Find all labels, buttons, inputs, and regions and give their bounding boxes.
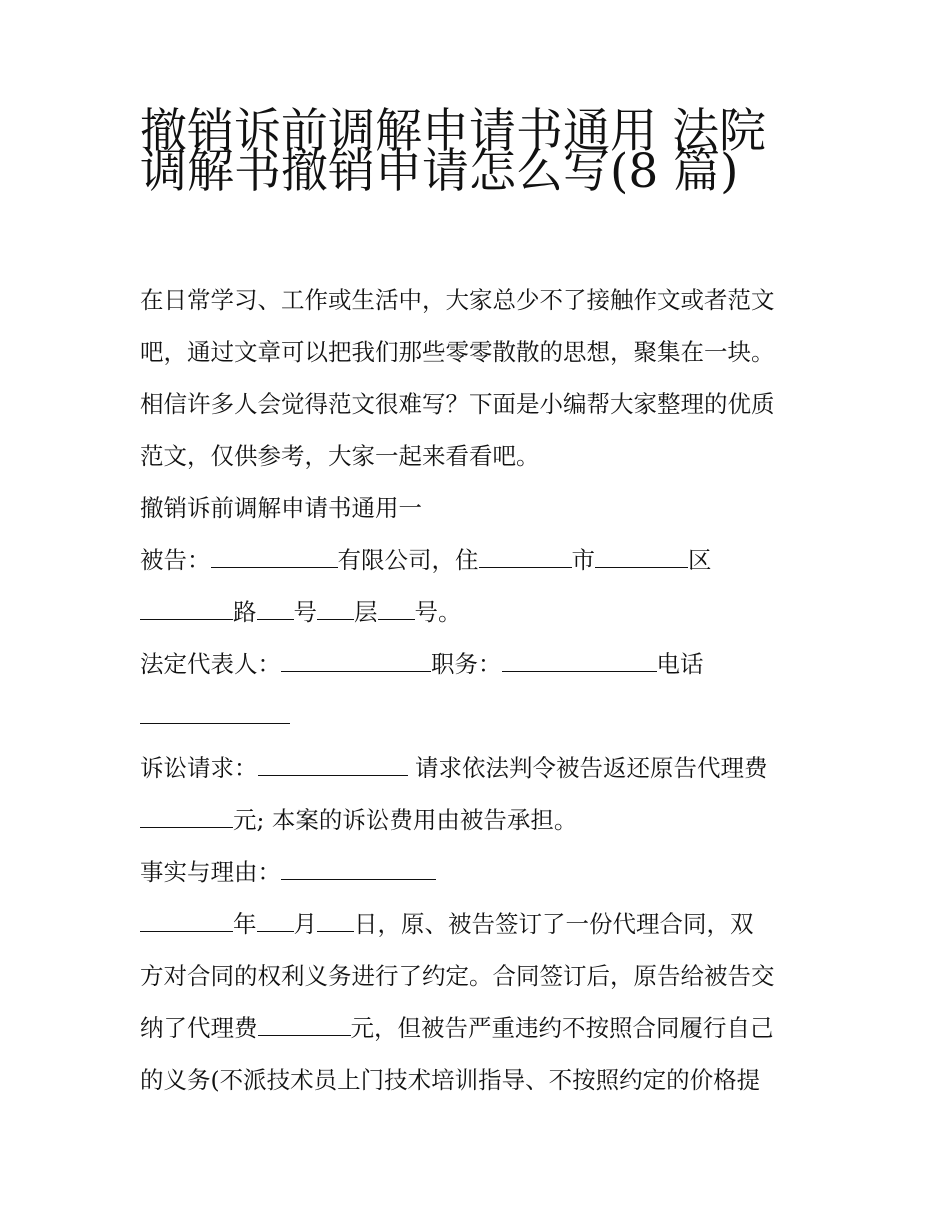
road-label: 路 [233,598,257,626]
district-label: 区 [688,546,712,574]
document-body [140,280,830,1112]
road-blank [140,593,233,620]
district-blank [595,541,688,568]
intro-line-3: 相信许多人会觉得范文很难写？下面是小编帮大家整理的优质 [140,390,775,418]
claim-amount-line [140,800,830,852]
claim-text: 请求依法判令被告返还原告代理费 [414,754,768,782]
facts-line-3 [140,1008,830,1060]
claim-label: 诉讼请求： [140,754,258,782]
month-blank [257,905,294,932]
legal-rep-blank [281,645,431,672]
phone-label: 电话 [656,650,704,678]
claim-line [140,748,830,800]
legal-rep-label: 法定代表人： [140,650,281,678]
number-label: 号 [293,598,317,626]
company-blank [211,541,338,568]
year-blank [140,905,233,932]
position-blank [502,645,657,672]
legal-rep-line [140,644,830,696]
facts-line-2: 方对合同的权利义务进行了约定。合同签订后，原告给被告交 [140,962,775,990]
facts-date-line [140,904,830,956]
document-title [140,104,820,199]
defendant-line [140,540,830,592]
city-label: 市 [571,546,595,574]
room-blank [378,593,415,620]
intro-line-4: 范文，仅供参考，大家一起来看看吧。 [140,442,540,470]
facts-blank [281,853,436,880]
fee-suffix: 元，但被告严重违约不按照合同履行自己 [350,1014,774,1042]
position-label: 职务： [431,650,502,678]
number-blank [257,593,294,620]
fee-prefix: 纳了代理费 [140,1014,258,1042]
floor-label: 层 [354,598,378,626]
city-blank [479,541,572,568]
phone-blank [140,697,290,724]
claim-blank [258,749,408,776]
claim-suffix: 元; 本案的诉讼费用由被告承担。 [233,806,578,834]
phone-blank-line [140,696,830,748]
day-blank [317,905,354,932]
intro-line-2: 吧，通过文章可以把我们那些零零散散的思想，聚集在一块。 [140,338,775,366]
title-line-1: 撤销诉前调解申请书通用 法院 [140,104,766,159]
title-line-2: 调解书撤销申请怎么写(8 篇) [140,144,739,199]
intro-line-1: 在日常学习、工作或生活中，大家总少不了接触作文或者范文 [140,286,775,314]
month-label: 月 [293,910,317,938]
day-text: 日，原、被告签订了一份代理合同，双 [354,910,754,938]
year-label: 年 [233,910,257,938]
fee-blank [258,1009,351,1036]
company-suffix: 有限公司，住 [337,546,479,574]
defendant-label: 被告： [140,546,211,574]
facts-line-4: 的义务(不派技术员上门技术培训指导、不按照约定的价格提 [140,1066,761,1094]
room-end-label: 号。 [414,598,462,626]
section-heading: 撤销诉前调解申请书通用一 [140,494,422,522]
amount-blank [140,801,233,828]
facts-label: 事实与理由： [140,858,281,886]
floor-blank [317,593,354,620]
facts-heading-line [140,852,830,904]
address-line [140,592,830,644]
